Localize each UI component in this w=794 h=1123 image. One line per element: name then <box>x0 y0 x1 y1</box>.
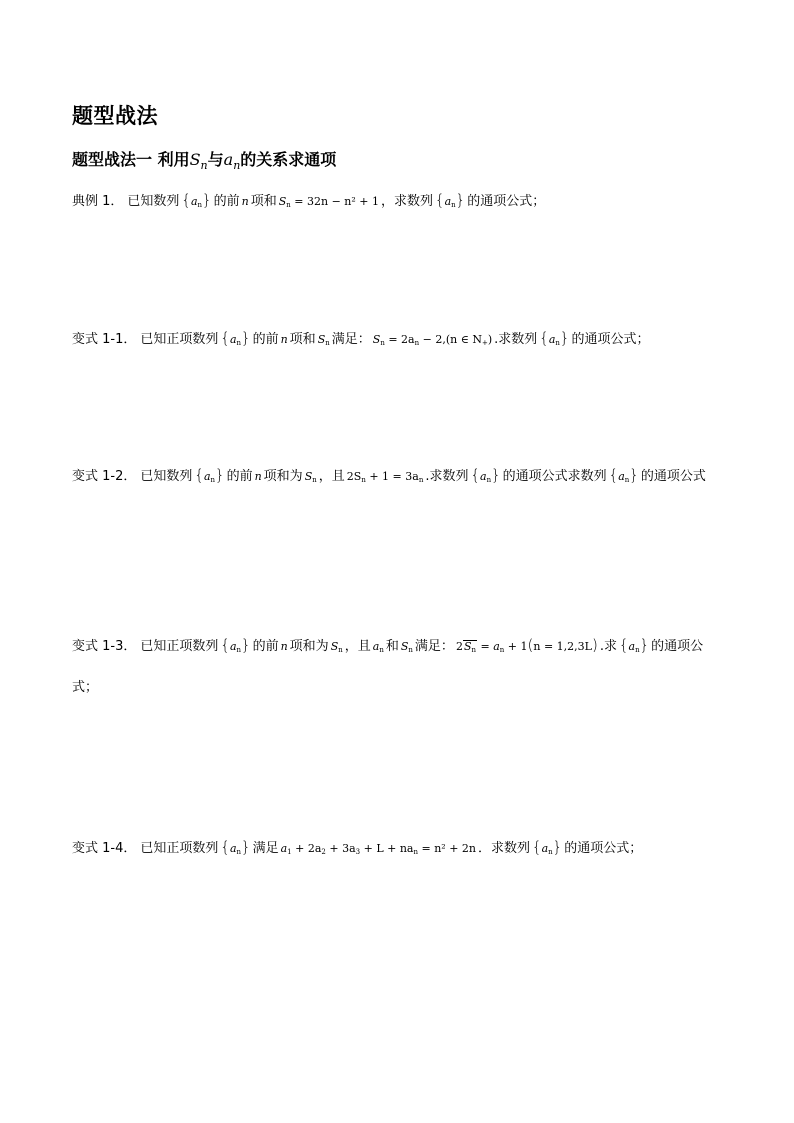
math-symbol-s: S <box>189 150 201 169</box>
math-s-n: $S_n$ <box>330 640 343 654</box>
math-formula-text: + 3a <box>329 842 356 855</box>
math-n: n <box>241 195 249 208</box>
math-n: n <box>280 333 288 346</box>
problem-text: 的通项公式； <box>72 639 704 695</box>
problem-text: 已知正项数列 <box>140 841 219 856</box>
problem-variant-1-3 <box>72 627 724 706</box>
problem-variant-1-2 <box>72 457 724 499</box>
problem-label: 变式 1-2． <box>72 469 137 484</box>
section-title <box>72 147 336 172</box>
section-title-prefix: 题型战法一 利用 <box>72 150 190 169</box>
math-formula: $S_n = 32n - n^2 + 1$ <box>278 195 379 209</box>
sqrt-symbol: $S_n$ <box>463 640 476 654</box>
math-n: n <box>280 640 288 653</box>
problem-variant-1-4 <box>72 829 724 871</box>
section-title-suffix: 的关系求通项 <box>240 150 337 169</box>
math-sequence-an: $\{a_n\}$ <box>618 636 650 654</box>
problem-text: 的前 <box>252 639 279 654</box>
math-formula-text: + 2a <box>295 842 322 855</box>
problem-text: .求 <box>599 639 617 654</box>
math-sequence-an: $\{a_n\}$ <box>220 838 251 856</box>
math-subscript-n: n <box>200 159 208 173</box>
problem-text: 已知正项数列 <box>140 639 219 654</box>
problem-label: 典例 1． <box>72 194 124 209</box>
problem-text: 项和 <box>289 332 316 347</box>
problem-text: .求数列 <box>425 469 469 484</box>
problem-text: 的通项公式 <box>640 469 706 484</box>
math-sequence-an: $\{a_n\}$ <box>532 838 563 856</box>
problem-text: 的通项公式； <box>571 332 650 347</box>
math-sequence-an: $\{a_n\}$ <box>220 636 251 654</box>
math-formula: $S_n = 2a_n - 2,(n$ ∈ $N_+$) <box>372 333 493 347</box>
problem-text: ，且 <box>344 639 371 654</box>
math-formula-text: − 2,(n ∈ N <box>422 333 482 346</box>
math-formula: $2S_n = a_n + 1(n = 1,2,3L)$ <box>455 636 598 654</box>
math-formula-text: = 2a <box>388 333 415 346</box>
section-title-mid: 与 <box>207 150 224 169</box>
math-s-n: $S_n$ <box>400 640 413 654</box>
problem-text: 的通项公式； <box>467 194 546 209</box>
problem-label: 变式 1-1． <box>72 332 137 347</box>
problem-example-1 <box>72 182 724 224</box>
math-sequence-an: $\{a_n\}$ <box>194 466 225 484</box>
problem-label: 变式 1-4． <box>72 841 137 856</box>
problem-text: ，且 <box>318 469 345 484</box>
problem-label: 变式 1-3． <box>72 639 137 654</box>
math-sequence-an: $\{a_n\}$ <box>181 191 212 209</box>
page-title: 题型战法 <box>72 104 158 128</box>
problem-text: ．求数列 <box>478 841 531 856</box>
problem-text: 满足： <box>414 639 454 654</box>
problem-text: 满足： <box>331 332 371 347</box>
math-n: n <box>254 470 262 483</box>
problem-text: .求数列 <box>494 332 538 347</box>
math-sequence-an: $\{a_n\}$ <box>435 191 466 209</box>
math-a-n: $a_n$ <box>372 640 384 654</box>
math-subscript-n: n <box>233 159 241 173</box>
math-formula-text: = 32n − n² + 1 <box>294 195 379 208</box>
math-formula-text: 2S <box>346 470 362 483</box>
problem-text: 项和为 <box>263 469 303 484</box>
math-formula-text: = n² + 2n <box>421 842 477 855</box>
problem-text: 已知数列 <box>140 469 193 484</box>
math-sequence-an: $\{a_n\}$ <box>608 466 639 484</box>
problem-text: 和 <box>385 639 399 654</box>
problem-text: 的通项公式； <box>564 841 643 856</box>
math-formula-text: + 1 <box>507 640 528 653</box>
math-formula-text: + L + na <box>363 842 414 855</box>
math-sequence-an: $\{a_n\}$ <box>470 466 501 484</box>
math-formula-text: ) <box>487 333 493 346</box>
problem-text: 项和为 <box>289 639 329 654</box>
problem-text: 的前 <box>252 332 279 347</box>
problem-text: ，求数列 <box>381 194 434 209</box>
math-sequence-an: $\{a_n\}$ <box>539 329 570 347</box>
problem-text: 满足 <box>252 841 279 856</box>
math-a-n <box>223 150 241 173</box>
problem-text: 项和 <box>250 194 277 209</box>
problem-text: 已知数列 <box>127 194 180 209</box>
math-formula-text: n = 1,2,3L <box>533 640 592 653</box>
problem-text: 的通项公式求数列 <box>502 469 607 484</box>
math-formula: $a_1 + 2a_2 + 3a_3 + L + na_n = n^2 + 2n$ <box>280 842 477 856</box>
problem-text: 的前 <box>213 194 240 209</box>
problem-text: 的前 <box>226 469 253 484</box>
problem-text: 已知正项数列 <box>140 332 219 347</box>
math-sequence-an: $\{a_n\}$ <box>220 329 251 347</box>
math-formula-text: + 1 = 3a <box>369 470 419 483</box>
math-s-n <box>189 150 208 173</box>
math-symbol-a: a <box>223 150 234 169</box>
math-s-n: $S_n$ <box>317 333 330 347</box>
math-formula: $2S_n + 1 = 3a_n$ <box>346 470 424 484</box>
math-s-n: $S_n$ <box>304 470 317 484</box>
problem-variant-1-1 <box>72 320 724 362</box>
